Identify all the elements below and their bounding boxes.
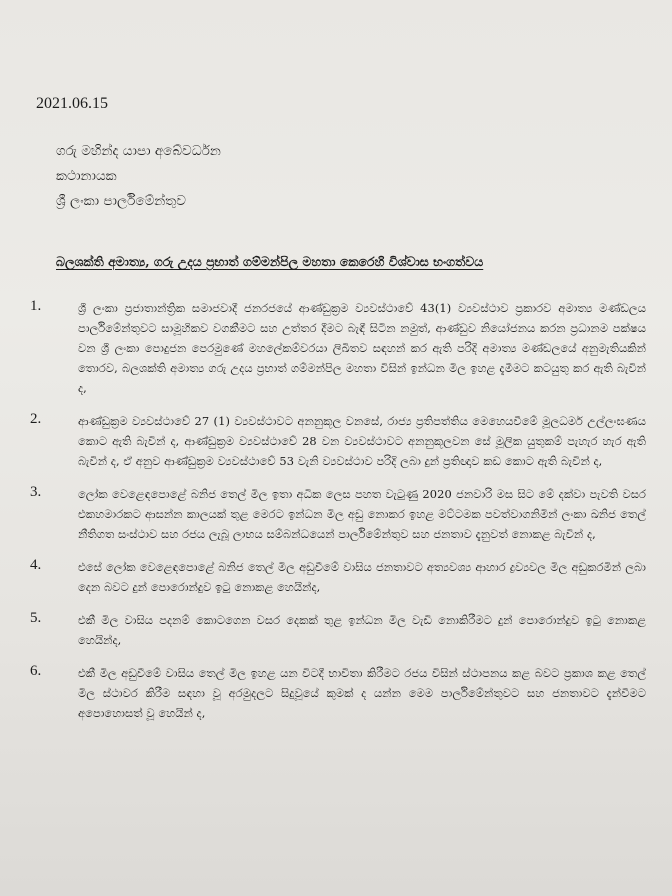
item-text: එසේ ලෝක වෙළෙඳපොළේ බනිජ තෙල් මිල අඩුවීමේ වාසිය ජනතාවට අත්‍යවශ්‍ය ආහාර ද්‍රව්‍යවල මිල අඩුකරමින් ලබා දෙන බවට දුන් පොරොන්දුව ඉටු නොකළ හෙයින්ද, [78,560,646,594]
recipient-block [56,139,646,214]
item-number: 6. [30,663,42,679]
motion-list [26,298,646,723]
list-item [26,411,646,471]
list-item [26,663,646,723]
item-number: 1. [30,298,42,314]
list-item [26,557,646,597]
recipient-name: ගරු මහින්ද යාපා අබේවර්ධන [56,143,221,159]
letter-subject: බලශක්ති අමාත්‍ය, ගරු උදය ප්‍රභාත් ගම්මන්පිල මහතා කෙරෙහි විශ්වාස භංගත්වය [56,254,484,269]
list-item [26,484,646,544]
item-number: 2. [30,411,42,427]
item-text: එකී මිල අඩුවීමේ වාසිය තෙල් මිල ඉහළ යන විටදී භාවිතා කිරීමට රජය විසින් ස්ථාපනය කළ බවට ප්‍රකාශ කළ තෙල් මිල ස්ථාවර කිරීම සඳහා වූ අරමුදලට සිදුවූයේ කුමක් ද යන්න මෙම පාර්ලිමේන්තුවට සහ ජනතාවට දැන්වීමට අපොහොසත් වූ හෙයින් ද, [78,666,646,720]
item-number: 4. [30,557,42,573]
item-text: ආණ්ඩුක්‍රම ව්‍යවස්ථාවේ 27 (1) ව්‍යවස්ථාවට අනනුකූල වනසේ, රාජ්‍ය ප්‍රතිපත්තිය මෙහෙයවීමේ මූලධර්ම උල්ලංඝණය කොට ඇති බැවින් ද, ආණ්ඩුක්‍රම ව්‍යවස්ථාවේ 28 වන ව්‍යවස්ථාවට අනනුකූලවන සේ මූලික යුතුකම් පැහැර හැර ඇති බැවින් ද, ඒ අනුව ආණ්ඩුක්‍රම ව්‍යවස්ථාවේ 53 වැනි ව්‍යවස්ථාව පරිදි ලබා දුන් ප්‍රතිඥාව කඩ කොට ඇති බැවින් ද, [78,414,646,468]
list-item [26,610,646,650]
item-number: 3. [30,484,42,500]
item-text: එකී මිල වාසිය පදනම් කොටගෙන වසර දෙකක් තුළ ඉන්ධන මිල වැඩි නොකිරීමට දුන් පොරොන්දුව ඉටු නොකළ හෙයින්ද, [78,613,646,647]
item-number: 5. [30,610,42,626]
recipient-title: කථානායක [56,168,117,184]
recipient-office: ශ්‍රී ලංකා පාර්ලිමේන්තුව [56,193,186,209]
item-text: ලෝක වෙළෙඳපොළේ බනිජ තෙල් මිල ඉතා අධික ලෙස පහත වැටුණු 2020 ජනවාරි මස සිට මේ දක්වා පැවති වසර එකහමාරකට ආසන්න කාලයක් තුළ මෙරට ඉන්ධන මිල අඩු නොකර ඉහළ මට්ටමක පවත්වාගනිමින් ලංකා ඛනිජ තෙල් නීතිගත සංස්ථාව සහ රජය ලැබූ ලාභය සම්බන්ධයෙන් පාර්ලිමේන්තුව සහ ජනතාව දැනුවත් නොකළ බැවින් ද, [78,487,646,541]
letter-date: 2021.06.15 [36,95,108,112]
item-text: ශ්‍රී ලංකා ප්‍රජාතාන්ත්‍රික සමාජවාදී ජනරජයේ ආණ්ඩුක්‍රම ව්‍යවස්ථාවේ 43(1) ව්‍යවස්ථාව ප්‍රකාරව අමාත්‍ය මණ්ඩලය පාර්ලිමේන්තුවට සාමූහිකව වගකීමට සහ උත්තර දීමට බැඳී සිටින නමුත්, ආණ්ඩුව නියෝජනය කරන ප්‍රධානම පක්ෂය වන ශ්‍රී ලංකා පොදුජන පෙරමුණේ මහලේකම්වරයා ලිඛිතව සඳහන් කර ඇති පරිදි අමාත්‍ය මණ්ඩලයේ අනුමැතියකින් තොරව, බලශක්ති අමාත්‍ය ගරු උදය ප්‍රභාත් ගම්මන්පිල මහතා විසින් ඉන්ධන මිල ඉහළ දැමීමට කටයුතු කර ඇති බැවින් ද, [78,301,646,395]
list-item [26,298,646,398]
